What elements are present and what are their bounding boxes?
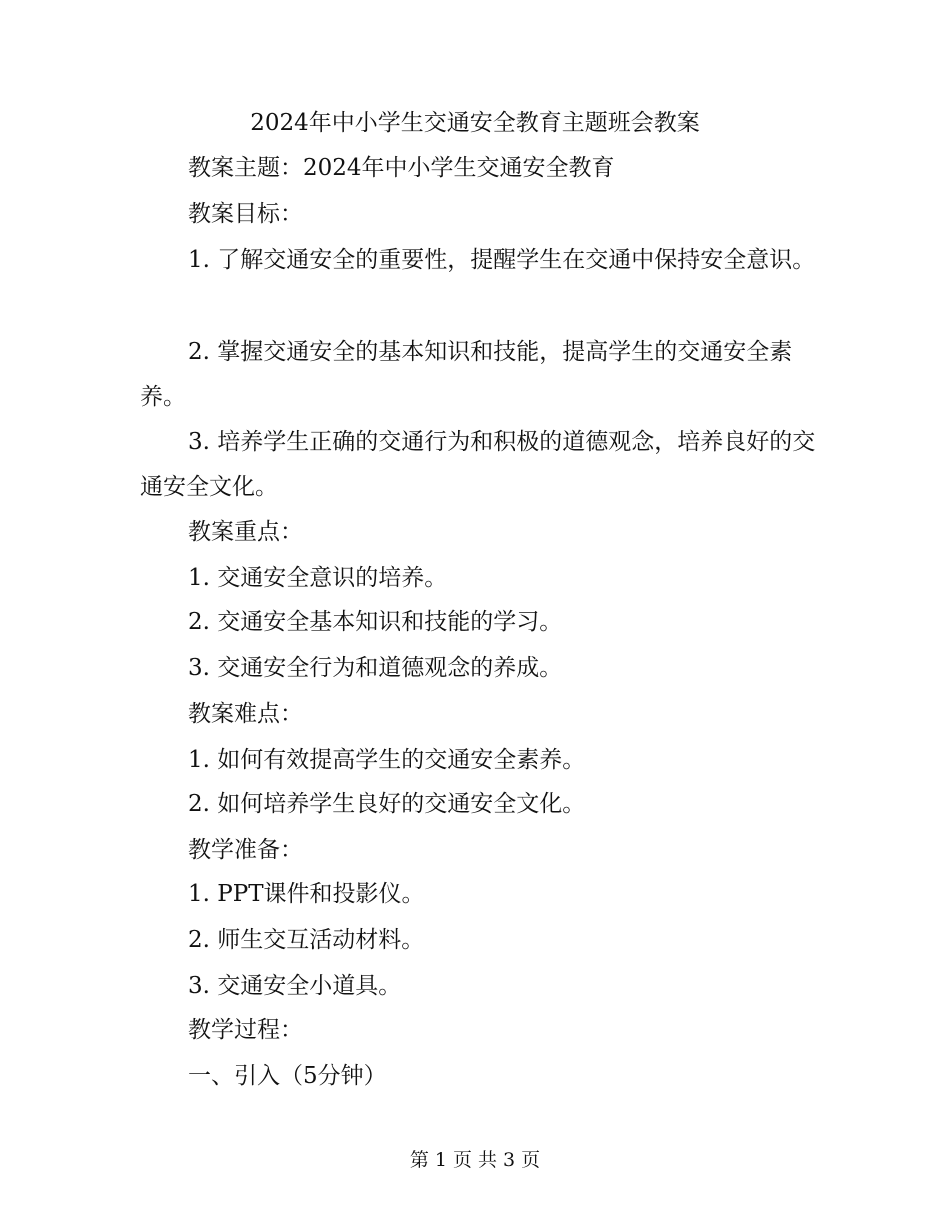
lesson-topic: 教案主题：2024年中小学生交通安全教育 bbox=[188, 155, 615, 181]
objective-item-2: 2. 掌握交通安全的基本知识和技能，提高学生的交通安全素养。 bbox=[140, 339, 793, 410]
process-step-1: 一、引入（5分钟） bbox=[188, 1063, 387, 1089]
document-title: 2024年中小学生交通安全教育主题班会教案 bbox=[250, 110, 700, 136]
key-point-item-2: 2. 交通安全基本知识和技能的学习。 bbox=[188, 609, 563, 635]
preparation-item-3: 3. 交通安全小道具。 bbox=[188, 973, 402, 999]
section-heading-difficulties: 教案难点： bbox=[188, 701, 303, 727]
section-heading-objectives: 教案目标： bbox=[188, 201, 303, 227]
page-number-footer: 第 1 页 共 3 页 bbox=[409, 1149, 541, 1171]
difficulty-item-1: 1. 如何有效提高学生的交通安全素养。 bbox=[188, 747, 586, 773]
objective-item-1: 1. 了解交通安全的重要性，提醒学生在交通中保持安全意识。 bbox=[188, 247, 816, 273]
section-heading-preparation: 教学准备： bbox=[188, 837, 303, 863]
preparation-item-1: 1. PPT课件和投影仪。 bbox=[188, 881, 425, 907]
difficulty-item-2: 2. 如何培养学生良好的交通安全文化。 bbox=[188, 791, 586, 817]
preparation-item-2: 2. 师生交互活动材料。 bbox=[188, 927, 425, 953]
key-point-item-1: 1. 交通安全意识的培养。 bbox=[188, 565, 448, 591]
key-point-item-3: 3. 交通安全行为和道德观念的养成。 bbox=[188, 655, 563, 681]
section-heading-process: 教学过程： bbox=[188, 1017, 303, 1043]
section-heading-key-points: 教案重点： bbox=[188, 519, 303, 545]
objective-item-3: 3. 培养学生正确的交通行为和积极的道德观念，培养良好的交通安全文化。 bbox=[140, 429, 816, 500]
